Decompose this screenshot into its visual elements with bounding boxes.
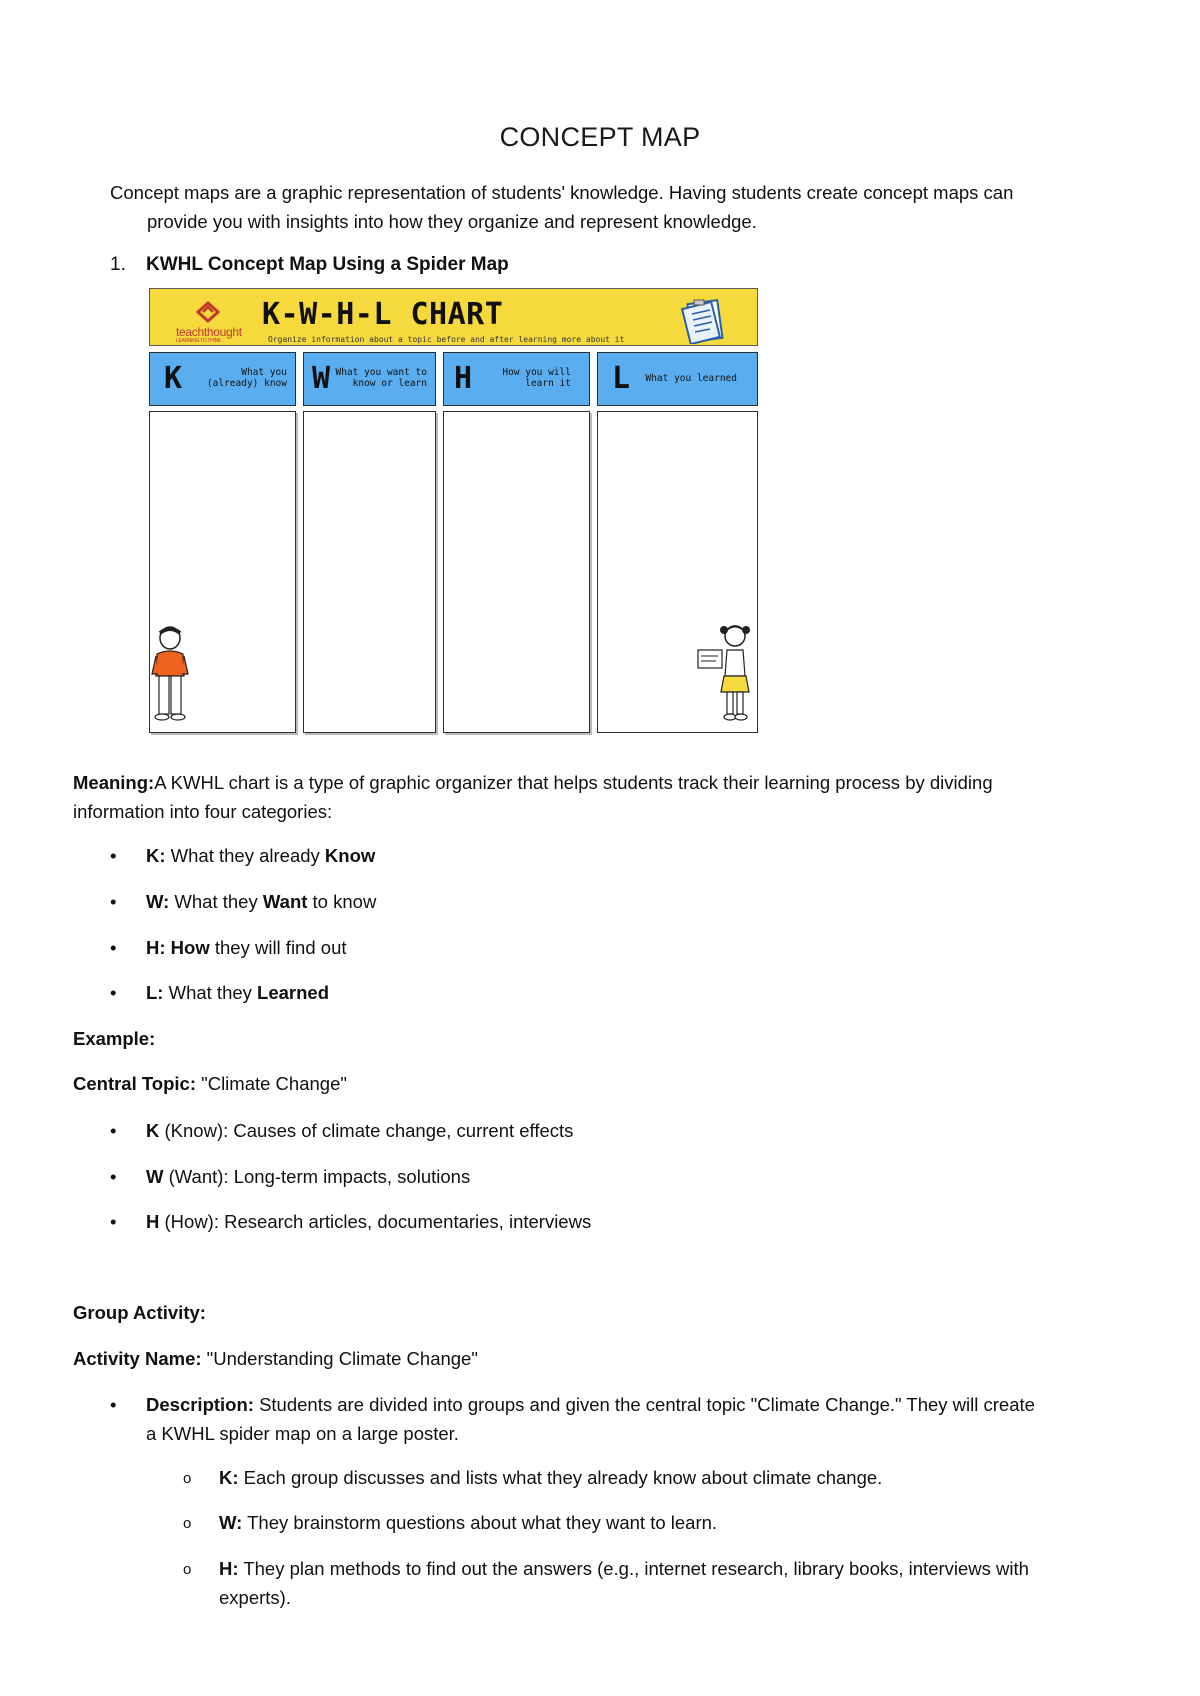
central-topic-label: Central Topic: bbox=[73, 1073, 196, 1094]
central-topic bbox=[73, 1069, 1133, 1098]
step-text-2: experts). bbox=[219, 1587, 291, 1608]
central-topic-value: "Climate Change" bbox=[196, 1073, 347, 1094]
example-key: H bbox=[146, 1211, 160, 1232]
logo-tagline: LEARNING TO THINK bbox=[176, 338, 221, 344]
column-letter: L bbox=[612, 361, 631, 396]
section-title: KWHL Concept Map Using a Spider Map bbox=[146, 254, 509, 275]
intro-line-1: Concept maps are a graphic representation of students' knowledge. Having students create concept maps can bbox=[110, 182, 1014, 203]
list-item: • L: What they Learned bbox=[110, 982, 330, 1003]
list-item: • W: What they Want to know bbox=[110, 891, 377, 912]
column-header-l bbox=[597, 352, 758, 406]
column-desc-line: (already) know bbox=[206, 378, 287, 389]
girl-illustration-icon bbox=[696, 620, 756, 724]
list-item: • K: What they already Know bbox=[110, 845, 376, 866]
example-paren: (How): bbox=[159, 1211, 219, 1232]
example-paren: (Know): bbox=[159, 1120, 229, 1141]
chart-subtitle: Organize information about a topic before and after learning more about it bbox=[268, 335, 625, 344]
column-body-w bbox=[303, 411, 436, 733]
section-heading bbox=[110, 254, 509, 276]
chart-banner bbox=[149, 288, 758, 346]
category-key: K: bbox=[146, 845, 166, 866]
column-desc-line: What you bbox=[241, 367, 287, 378]
list-item: • H: How they will find out bbox=[110, 937, 347, 958]
category-key: H: bbox=[146, 937, 166, 958]
category-bold: Want bbox=[262, 891, 308, 912]
list-item: o H: They plan methods to find out the answers (e.g., internet research, library books, interviews with experts). bbox=[183, 1558, 1029, 1608]
activity-name bbox=[73, 1344, 1133, 1373]
column-letter: H bbox=[454, 361, 473, 396]
meaning-text-2: information into four categories: bbox=[73, 801, 333, 822]
column-desc-line: How you will bbox=[502, 367, 571, 378]
description-text-2: a KWHL spider map on a large poster. bbox=[146, 1423, 459, 1444]
teachthought-logo-icon bbox=[196, 301, 220, 323]
meaning-paragraph bbox=[73, 768, 1133, 826]
column-header-k bbox=[149, 352, 296, 406]
list-item: o W: They brainstorm questions about what they want to learn. bbox=[183, 1512, 718, 1533]
chart-title: K-W-H-L CHART bbox=[262, 297, 504, 332]
column-header-h bbox=[443, 352, 590, 406]
description-text: Students are divided into groups and given the central topic "Climate Change." They will create bbox=[253, 1394, 1035, 1415]
column-description bbox=[502, 367, 571, 389]
category-bold: Learned bbox=[257, 982, 330, 1003]
column-header-w bbox=[303, 352, 436, 406]
category-text: to know bbox=[307, 891, 377, 912]
list-item: • W (Want): Long-term impacts, solutions bbox=[110, 1166, 471, 1187]
description-label: Description: bbox=[146, 1394, 254, 1415]
column-description bbox=[207, 367, 287, 389]
activity-name-label: Activity Name: bbox=[73, 1348, 202, 1369]
example-text: Long-term impacts, solutions bbox=[228, 1166, 471, 1187]
column-letter: W bbox=[312, 361, 331, 396]
logo-text bbox=[176, 325, 242, 344]
intro-line-2: provide you with insights into how they organize and represent knowledge. bbox=[147, 211, 757, 232]
example-text: Causes of climate change, current effects bbox=[228, 1120, 574, 1141]
intro-paragraph bbox=[110, 178, 1132, 236]
page-title: CONCEPT MAP bbox=[499, 122, 701, 152]
list-item: • Description: Students are divided into groups and given the central topic "Climate Change." They will create a KWHL spider map on a large poster. bbox=[110, 1394, 1035, 1444]
category-bold: Know bbox=[324, 845, 376, 866]
column-letter: K bbox=[164, 361, 183, 396]
list-item: • H (How): Research articles, documentaries, interviews bbox=[110, 1211, 592, 1232]
boy-illustration-icon bbox=[150, 624, 190, 724]
example-label: Example: bbox=[73, 1028, 156, 1049]
category-bold: How bbox=[170, 937, 210, 958]
meaning-label: Meaning: bbox=[73, 772, 155, 793]
step-key: W: bbox=[219, 1512, 243, 1533]
column-body-h bbox=[443, 411, 590, 733]
column-desc-line: learn it bbox=[525, 378, 571, 389]
category-text: What they bbox=[169, 891, 263, 912]
group-activity-label: Group Activity: bbox=[73, 1302, 206, 1323]
column-desc-line: What you learned bbox=[645, 373, 737, 384]
example-key: K bbox=[146, 1120, 160, 1141]
step-key: H: bbox=[219, 1558, 239, 1579]
step-key: K: bbox=[219, 1467, 239, 1488]
example-text: Research articles, documentaries, interviews bbox=[219, 1211, 592, 1232]
column-description bbox=[335, 367, 427, 389]
category-key: W: bbox=[146, 891, 170, 912]
column-desc-line: What you want to bbox=[335, 367, 427, 378]
column-desc-line: know or learn bbox=[352, 378, 427, 389]
activity-name-value: "Understanding Climate Change" bbox=[201, 1348, 478, 1369]
category-text: they will find out bbox=[209, 937, 347, 958]
document-icon bbox=[680, 298, 728, 344]
meaning-text: A KWHL chart is a type of graphic organizer that helps students track their learning process by dividing bbox=[154, 772, 993, 793]
step-text: They plan methods to find out the answers (e.g., internet research, library books, interviews with bbox=[238, 1558, 1029, 1579]
step-text: They brainstorm questions about what they want to learn. bbox=[242, 1512, 718, 1533]
category-key: L: bbox=[146, 982, 164, 1003]
example-paren: (Want): bbox=[163, 1166, 229, 1187]
category-text: What they bbox=[163, 982, 258, 1003]
logo-name: teachthought bbox=[176, 325, 242, 339]
list-item: o K: Each group discusses and lists what they already know about climate change. bbox=[183, 1467, 883, 1488]
list-item: • K (Know): Causes of climate change, current effects bbox=[110, 1120, 574, 1141]
category-text: What they already bbox=[165, 845, 325, 866]
example-key: W bbox=[146, 1166, 164, 1187]
section-number: 1. bbox=[110, 254, 126, 275]
column-description bbox=[645, 373, 737, 384]
kwhl-chart-image bbox=[148, 282, 768, 742]
step-text: Each group discusses and lists what they already know about climate change. bbox=[238, 1467, 883, 1488]
